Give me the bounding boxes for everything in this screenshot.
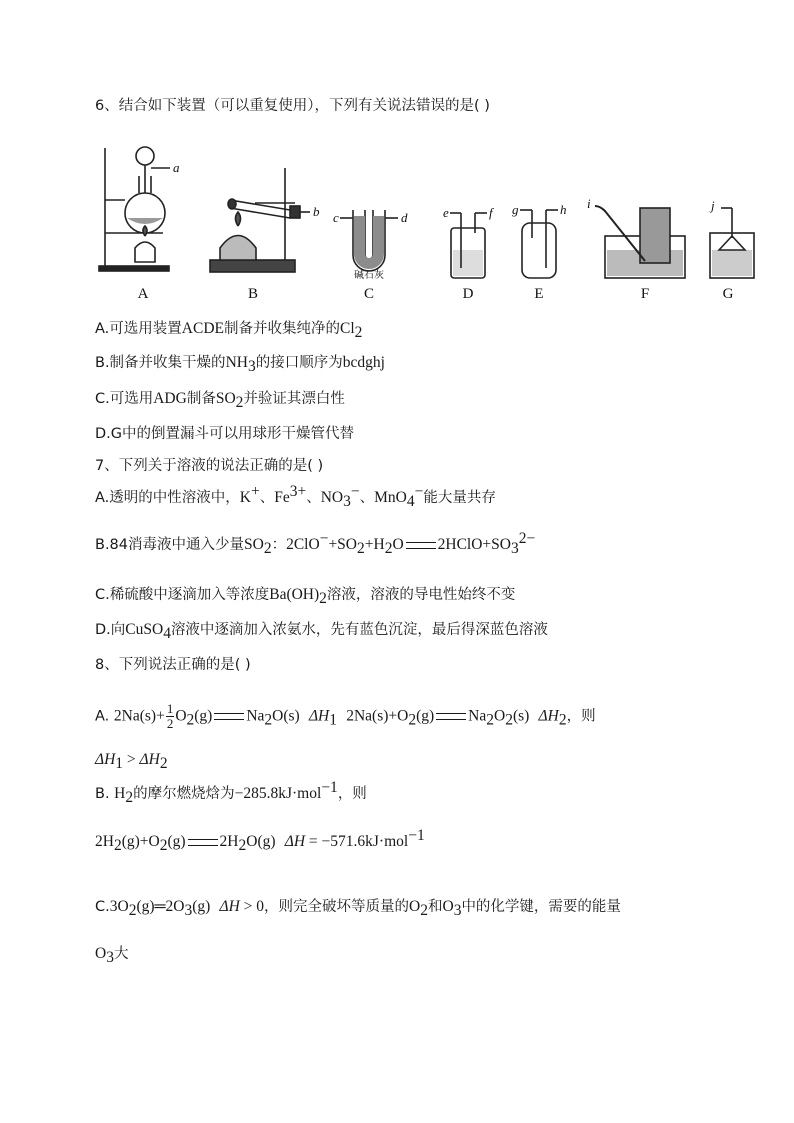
port-f: f xyxy=(489,205,493,220)
fraction-one-half: $\frac{1}{2}$ xyxy=(166,701,174,731)
port-d: d xyxy=(401,210,408,225)
soda-lime-label: 碱石灰 xyxy=(354,270,384,281)
q8-option-b-equation: $2H_2(g)+O_2(g)$ $2H_2O(g) \Delta H = -571.6kJ\cdot mol^{-1}$ xyxy=(95,827,425,854)
apparatus-a xyxy=(99,147,170,271)
port-i: i xyxy=(587,196,591,211)
apparatus-e xyxy=(520,210,558,278)
label-F: F xyxy=(640,286,650,302)
port-a: a xyxy=(173,160,180,175)
q8-option-b: B. $H_2$的摩尔燃烧焓为−285.8kJ·mol$^{-1}$，则 xyxy=(95,779,367,806)
apparatus-g xyxy=(710,208,754,278)
q6-option-b: B.制备并收集干燥的$NH_3$的接口顺序为bcdghj xyxy=(95,354,385,375)
apparatus-d xyxy=(450,213,487,278)
q6-option-c: C.可选用ADG制备$SO_2$并验证其漂白性 xyxy=(95,390,345,411)
label-G: G xyxy=(722,286,734,302)
port-b: b xyxy=(313,204,320,219)
q7-option-d: D.向CuSO$_4$溶液中逐滴加入浓氨水，先有蓝色沉淀，最后得深蓝色溶液 xyxy=(95,621,548,642)
label-A: A xyxy=(137,286,149,302)
q6-stem: 6、结合如下装置（可以重复使用），下列有关说法错误的是( ) xyxy=(95,98,490,114)
q7-option-a: A.透明的中性溶液中，K+、$Fe^{3+}$、$NO_3^-$、MnO$_4$−能大量共存 xyxy=(95,483,496,510)
apparatus-b xyxy=(210,168,310,272)
port-h: h xyxy=(560,202,567,217)
label-E: E xyxy=(534,286,544,302)
q7-option-b: B.84消毒液中通入少量$SO_2$：$2ClO^-+SO_2+H_2O$ $2HClO+SO_3^{2-}$ xyxy=(95,530,536,557)
apparatus-f xyxy=(595,206,685,278)
q7-stem: 7、下列关于溶液的说法正确的是( ) xyxy=(95,458,324,474)
label-C: C xyxy=(363,286,375,302)
q6-option-d: D.G中的倒置漏斗可以用球形干燥管代替 xyxy=(95,426,355,442)
q8-option-a-compare: $\Delta H_1 > \Delta H_2$ xyxy=(95,751,168,772)
q8-option-c-line2: $O_3$大 xyxy=(95,945,129,966)
q8-stem: 8、下列说法正确的是( ) xyxy=(95,657,251,673)
port-c: c xyxy=(333,210,339,225)
port-j: j xyxy=(711,198,715,213)
label-B: B xyxy=(247,286,259,302)
q7-option-c: C.稀硫酸中逐滴加入等浓度$Ba(OH)_2$溶液，溶液的导电性始终不变 xyxy=(95,586,516,607)
port-e: e xyxy=(443,205,449,220)
port-g: g xyxy=(512,202,519,217)
label-D: D xyxy=(462,286,474,302)
q8-option-c: $C.3O_2(g)═2O_3(g) \Delta H > 0$，则完全破坏等质量的$O_2$和$O_3$中的化学键，需要的能量 xyxy=(95,898,621,919)
q6-option-a: A.可选用装置ACDE制备并收集纯净的$Cl_2$ xyxy=(95,320,363,341)
apparatus-c xyxy=(340,210,398,271)
apparatus-figure xyxy=(95,138,775,308)
q8-option-a: A. 2Na(s)+ $\frac{1}{2}$ $O_2(g)$ $Na_2O(s)$ $\Delta H_1$ $2Na(s)+O_2(g)$ $Na_2O_2(s)$ $\Delta H_2$，则 xyxy=(95,701,596,731)
